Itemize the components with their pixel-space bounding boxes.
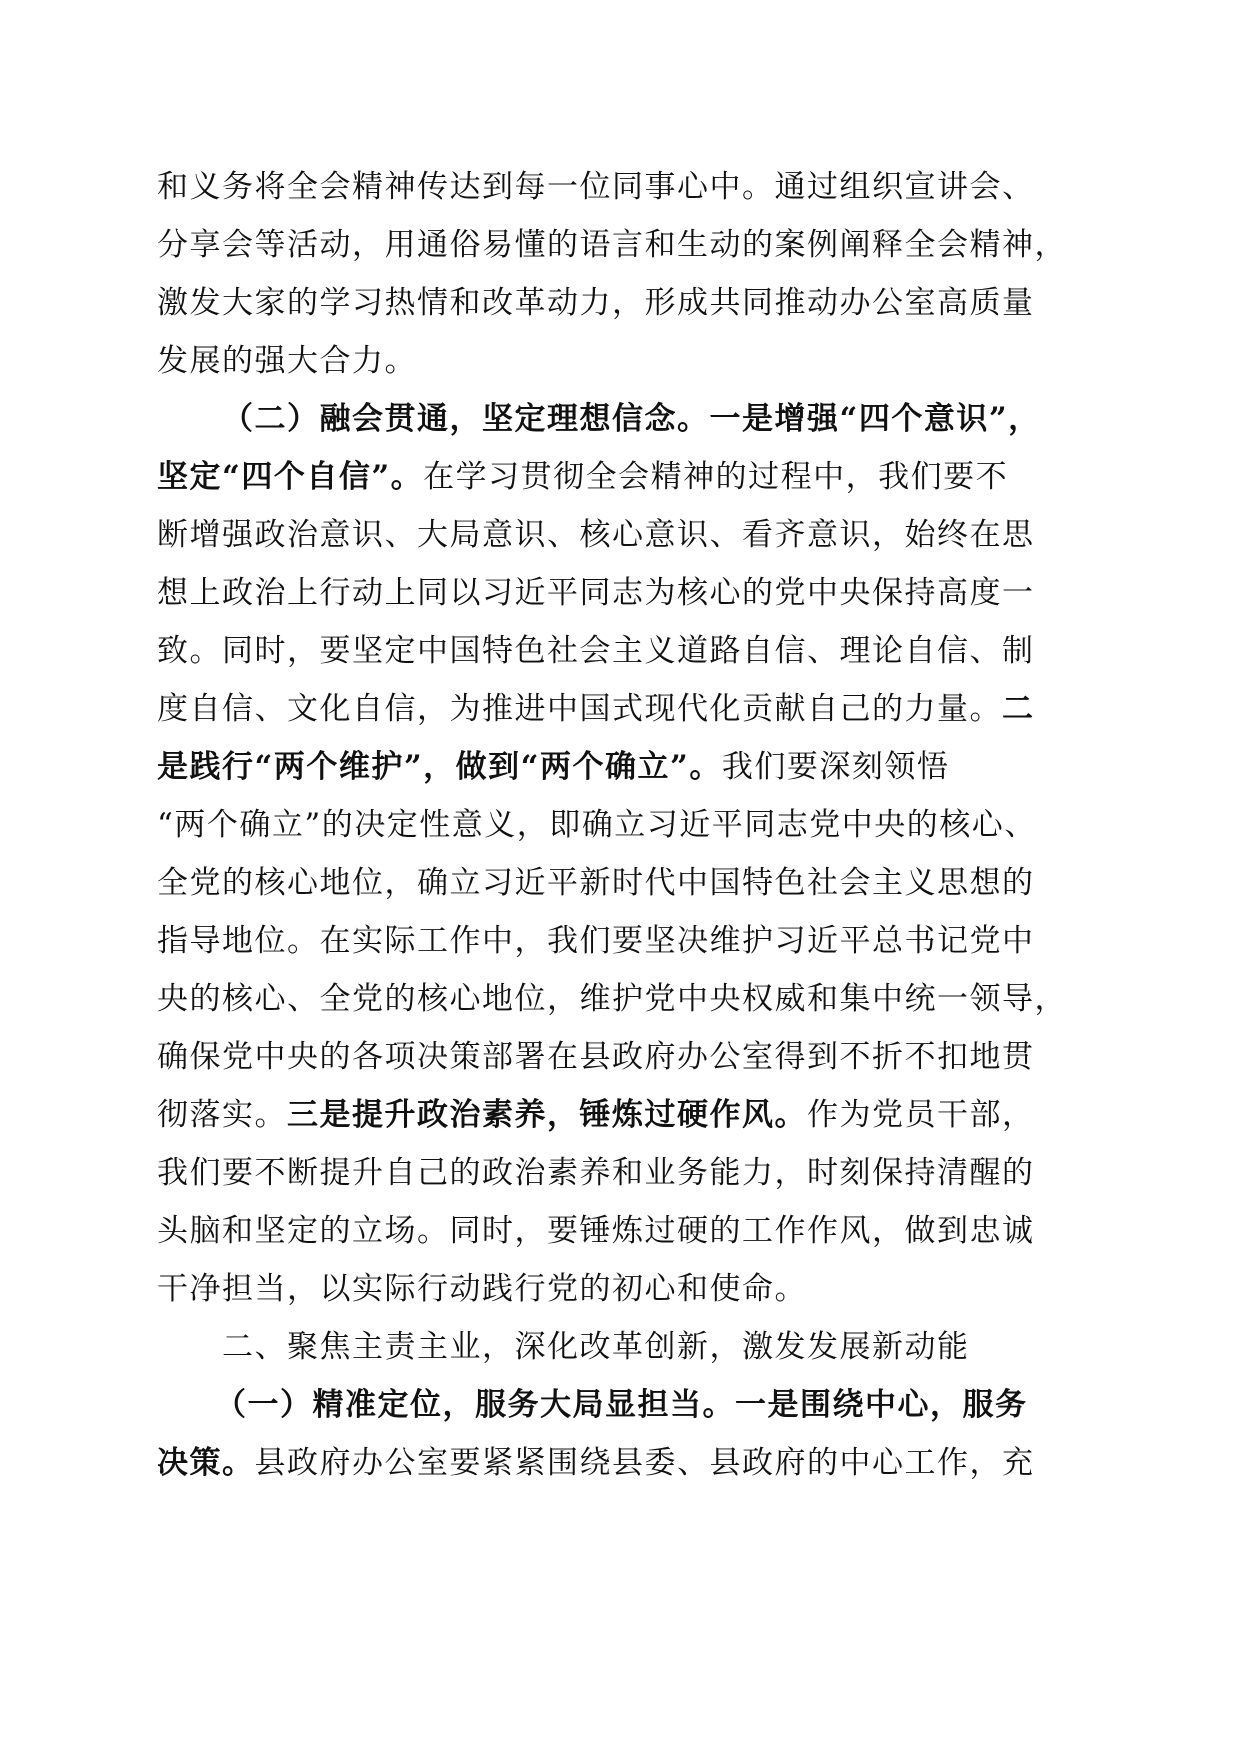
- text-segment: 致。同时，要坚定中国特色社会主义道路自信、理论自信、制: [157, 633, 1035, 669]
- paragraph-line: [157, 511, 1035, 559]
- paragraph-line: [157, 221, 1067, 269]
- paragraph-line: [157, 917, 1035, 965]
- paragraph-line: [157, 1439, 1035, 1487]
- paragraph-line: [157, 859, 1035, 907]
- bold-text-segment: （一）精准定位，服务大局显担当。一是围绕中心，服务: [215, 1387, 1028, 1423]
- text-segment: 县政府办公室要紧紧围绕县委、县政府的中心工作，充: [254, 1445, 1035, 1481]
- paragraph-line: [157, 1033, 1035, 1081]
- text-segment: 在学习贯彻全会精神的过程中，我们要不: [423, 459, 1009, 495]
- paragraph-line: [157, 1265, 807, 1313]
- paragraph-line: [157, 569, 1035, 617]
- paragraph-line: [157, 453, 1008, 501]
- bold-text-segment: 决策。: [157, 1445, 255, 1481]
- paragraph-line: [157, 627, 1035, 675]
- text-segment: 央的核心、全党的核心地位，维护党中央权威和集中统一领导，: [157, 981, 1067, 1017]
- paragraph-line: [157, 1091, 1035, 1139]
- text-segment: 指导地位。在实际工作中，我们要坚决维护习近平总书记党中: [157, 923, 1035, 959]
- bold-text-segment: 二: [1002, 691, 1035, 727]
- paragraph-line: [157, 975, 1067, 1023]
- section-heading-line: [215, 1381, 1028, 1429]
- text-segment: 确保党中央的各项决策部署在县政府办公室得到不折不扣地贯: [157, 1039, 1035, 1075]
- bold-text-segment: 坚定“四个自信”。: [157, 459, 424, 495]
- text-segment: 二、聚焦主责主业，深化改革创新，激发发展新动能: [222, 1329, 970, 1365]
- paragraph-line: [157, 1149, 1035, 1197]
- bold-text-segment: 三是提升政治素养，锤炼过硬作风。: [287, 1097, 807, 1133]
- text-segment: 想上政治上行动上同以习近平同志为核心的党中央保持高度一: [157, 575, 1035, 611]
- text-segment: 头脑和坚定的立场。同时，要锤炼过硬的工作作风，做到忠诚: [157, 1213, 1035, 1249]
- text-segment: 我们要深刻领悟: [721, 749, 950, 785]
- section-heading-line: [222, 395, 1041, 443]
- paragraph-line: [157, 801, 1037, 849]
- bold-text-segment: 是践行“两个维护”，做到“两个确立”。: [157, 749, 722, 785]
- text-segment: 彻落实。: [157, 1097, 287, 1133]
- paragraph-line: [157, 279, 1035, 327]
- text-segment: 和义务将全会精神传达到每一位同事心中。通过组织宣讲会、: [157, 169, 1035, 205]
- text-segment: 度自信、文化自信，为推进中国式现代化贡献自己的力量。: [157, 691, 1002, 727]
- paragraph-line: [157, 685, 1035, 733]
- text-segment: 干净担当，以实际行动践行党的初心和使命。: [157, 1271, 807, 1307]
- text-segment: “两个确立”的决定性意义，即确立习近平同志党中央的核心、: [157, 807, 1037, 843]
- text-segment: 全党的核心地位，确立习近平新时代中国特色社会主义思想的: [157, 865, 1035, 901]
- text-segment: 我们要不断提升自己的政治素养和业务能力，时刻保持清醒的: [157, 1155, 1035, 1191]
- text-segment: 断增强政治意识、大局意识、核心意识、看齐意识，始终在思: [157, 517, 1035, 553]
- text-segment: 激发大家的学习热情和改革动力，形成共同推动办公室高质量: [157, 285, 1035, 321]
- text-segment: 作为党员干部，: [807, 1097, 1035, 1133]
- bold-text-segment: （二）融会贯通，坚定理想信念。一是增强“四个意识”，: [222, 401, 1041, 437]
- paragraph-line: [157, 337, 417, 385]
- paragraph-line: [157, 163, 1035, 211]
- paragraph-line: [157, 1207, 1035, 1255]
- paragraph-line: [157, 743, 949, 791]
- chapter-heading: [222, 1323, 970, 1371]
- text-segment: 发展的强大合力。: [157, 343, 417, 379]
- text-segment: 分享会等活动，用通俗易懂的语言和生动的案例阐释全会精神，: [157, 227, 1067, 263]
